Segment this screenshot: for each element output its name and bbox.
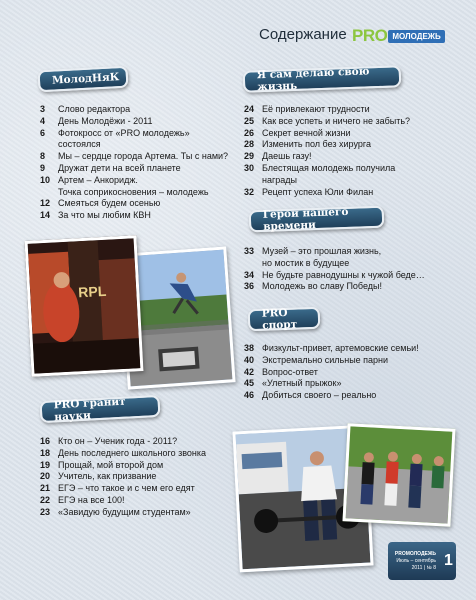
toc-list-molodnyak — [40, 104, 240, 222]
toc-entry[interactable] — [244, 187, 459, 199]
toc-page-number: 3 — [40, 104, 46, 114]
toc-entry[interactable] — [40, 151, 240, 163]
toc-page-number: 19 — [40, 459, 51, 470]
toc-page-number — [244, 258, 262, 270]
toc-entry-title: Точка соприкосновения – молодежь — [58, 186, 209, 197]
toc-entry[interactable] — [244, 163, 459, 175]
toc-page-number: 30 — [244, 162, 255, 173]
toc-page-number: 18 — [40, 447, 51, 458]
toc-entry-title: Даешь газу! — [262, 151, 312, 162]
section-title: PRO спорт — [261, 306, 298, 332]
toc-entry-title: За что мы любим КВН — [58, 210, 151, 221]
toc-entry[interactable] — [244, 343, 459, 355]
toc-entry[interactable] — [40, 175, 240, 187]
toc-entry-title: Как все успеть и ничего не забыть? — [262, 115, 411, 126]
toc-entry[interactable] — [40, 495, 240, 507]
toc-page-number — [40, 139, 58, 151]
toc-page-number: 12 — [40, 198, 51, 209]
toc-entry-title: ЕГЭ на все 100! — [58, 494, 125, 505]
toc-entry[interactable] — [244, 390, 459, 402]
toc-entry-title: День Молодёжи - 2011 — [58, 115, 153, 126]
badge-text — [388, 551, 436, 572]
page-badge — [388, 542, 456, 580]
section-banner-geroi — [249, 206, 385, 233]
toc-page-number: 25 — [244, 115, 255, 126]
toc-list-sam — [244, 104, 459, 198]
toc-list-geroi — [244, 246, 459, 293]
toc-entry-title: Добиться своего – реально — [262, 390, 377, 401]
toc-entry[interactable] — [244, 378, 459, 390]
toc-page-number: 28 — [244, 139, 255, 150]
toc-entry[interactable] — [244, 151, 459, 163]
toc-entry-title: но мостик в будущее — [262, 257, 350, 268]
toc-entry-title: Молодежь во славу Победы! — [262, 281, 383, 292]
toc-entry-title: Не будьте равнодушны к чужой беде… — [262, 269, 425, 280]
toc-entry-title: Прощай, мой второй дом — [58, 459, 164, 470]
toc-entry-title: Рецепт успеха Юли Филан — [262, 186, 374, 197]
toc-entry[interactable] — [40, 448, 240, 460]
toc-entry-title: состоялся — [58, 139, 101, 150]
toc-page-number: 10 — [40, 174, 51, 185]
section-banner-molodnyak — [37, 66, 128, 93]
magazine-logo — [352, 26, 445, 46]
toc-entry-title: Учитель, как призвание — [58, 471, 157, 482]
badge-issue-number: 2011 | № 8 — [411, 564, 436, 571]
badge-issue-months: Июль – сентябрь — [396, 557, 436, 564]
toc-entry[interactable] — [244, 116, 459, 128]
toc-page-number: 46 — [244, 390, 255, 401]
toc-entry[interactable] — [244, 246, 459, 258]
toc-page-number: 45 — [244, 378, 255, 389]
toc-entry-title: Вопрос-ответ — [262, 366, 318, 377]
toc-entry[interactable] — [40, 104, 240, 116]
toc-entry-title: Экстремально сильные парни — [262, 354, 389, 365]
toc-page-number: 24 — [244, 104, 255, 114]
toc-entry-title: Кто он – Ученик года - 2011? — [58, 436, 178, 446]
toc-page-number: 42 — [244, 366, 255, 377]
photo-performer — [25, 235, 144, 377]
toc-entry[interactable] — [40, 198, 240, 210]
toc-page-number: 26 — [244, 127, 255, 138]
toc-entry[interactable] — [244, 139, 459, 151]
toc-page-number: 21 — [40, 483, 51, 494]
toc-entry-title: Дружат дети на всей планете — [58, 162, 181, 173]
badge-magazine: PROМОЛОДЕЖЬ — [394, 550, 436, 557]
toc-entry-title: Блестящая молодежь получила — [262, 162, 396, 173]
toc-page-number: 23 — [40, 506, 51, 517]
section-title: Я сам делаю свою жизнь — [256, 65, 370, 94]
toc-entry[interactable] — [40, 460, 240, 472]
toc-entry-title: Слово редактора — [58, 104, 131, 114]
toc-entry[interactable] — [244, 175, 459, 187]
toc-page-number: 22 — [40, 494, 51, 505]
toc-entry[interactable] — [244, 355, 459, 367]
toc-entry-title: Физкульт-привет, артемовские семьи! — [262, 343, 419, 353]
toc-page-number: 6 — [40, 127, 46, 138]
toc-entry-title: Смеяться будем осенью — [58, 198, 161, 209]
toc-entry[interactable] — [244, 258, 459, 270]
toc-entry[interactable] — [40, 128, 240, 140]
section-banner-sam — [243, 65, 402, 93]
toc-entry-title: Её привлекают трудности — [262, 104, 370, 114]
toc-entry[interactable] — [40, 471, 240, 483]
toc-page-number: 32 — [244, 186, 255, 197]
logo-pro: PRO — [352, 26, 388, 45]
toc-list-sport — [244, 343, 459, 402]
toc-page-number: 36 — [244, 281, 255, 292]
toc-entry[interactable] — [40, 507, 240, 519]
toc-entry[interactable] — [40, 139, 240, 151]
toc-entry[interactable] — [40, 163, 240, 175]
section-banner-sport — [248, 307, 321, 331]
toc-page-number: 16 — [40, 436, 51, 446]
toc-entry-title: День последнего школьного звонка — [58, 447, 207, 458]
svg-text:RPL: RPL — [77, 282, 107, 301]
toc-entry-title: ЕГЭ – что такое и с чем его едят — [58, 483, 195, 494]
toc-entry-title: Секрет вечной жизни — [262, 127, 351, 138]
toc-page-number: 20 — [40, 471, 51, 482]
toc-page-number — [40, 187, 58, 199]
toc-page-number: 14 — [40, 210, 51, 221]
toc-page-number: 40 — [244, 354, 255, 365]
toc-entry[interactable] — [40, 436, 240, 448]
toc-page-number: 8 — [40, 151, 46, 162]
toc-entry[interactable] — [40, 210, 240, 222]
toc-entry[interactable] — [40, 187, 240, 199]
section-banner-nauka — [40, 395, 161, 423]
toc-entry-title: «Завидую будущим студентам» — [58, 506, 191, 517]
toc-entry-title: Изменить пол без хирурга — [262, 139, 371, 150]
section-title: Герои нашего времени — [262, 205, 349, 233]
toc-entry[interactable] — [244, 281, 459, 293]
toc-entry[interactable] — [40, 116, 240, 128]
toc-entry-title: Мы – сердце города Артема. Ты с нами? — [58, 151, 229, 162]
section-title: МолодНяК — [51, 71, 120, 87]
toc-page-number: 9 — [40, 162, 46, 173]
logo-molodezh: МОЛОДЕЖЬ — [388, 30, 444, 43]
toc-entry[interactable] — [244, 104, 459, 116]
toc-page-number: 33 — [244, 246, 255, 256]
toc-page-number: 38 — [244, 343, 255, 353]
page-title: Содержание — [259, 26, 347, 43]
toc-page-number: 29 — [244, 151, 255, 162]
toc-entry-title: Фотокросс от «PRO молодежь» — [58, 127, 190, 138]
toc-entry-title: Музей – это прошлая жизнь, — [262, 246, 382, 256]
section-title: PRO гранит науки — [53, 395, 126, 424]
toc-entry[interactable] — [244, 270, 459, 282]
toc-entry-title: Артем – Анкоридж. — [58, 174, 138, 185]
toc-entry[interactable] — [244, 367, 459, 379]
toc-entry[interactable] — [244, 128, 459, 140]
toc-list-nauka — [40, 436, 240, 519]
page-number: 1 — [444, 552, 453, 569]
toc-entry-title: «Улетный прыжок» — [262, 378, 342, 389]
photo-group — [343, 423, 456, 527]
toc-entry[interactable] — [40, 483, 240, 495]
toc-entry-title: награды — [262, 174, 297, 185]
toc-page-number — [244, 175, 262, 187]
toc-page-number: 34 — [244, 269, 255, 280]
toc-page-number: 4 — [40, 115, 46, 126]
